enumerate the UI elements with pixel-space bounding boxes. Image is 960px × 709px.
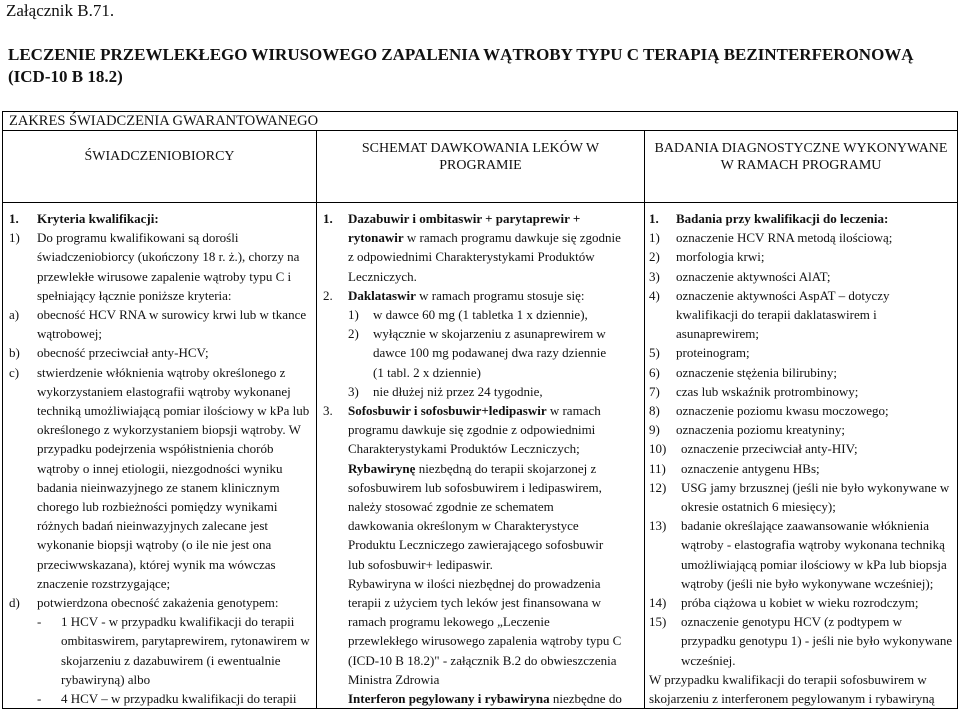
col3-line: [645, 363, 957, 382]
col3-item-text: umożliwiającą pomiar ilościowy w kPa lub biopsja: [681, 556, 947, 572]
col1-line: [3, 612, 316, 631]
col2-item-number: 1): [348, 307, 359, 323]
col2-item-number: 2.: [323, 287, 333, 303]
col3-line: [645, 228, 957, 247]
col2-line: [317, 267, 644, 286]
col3-item-text: skojarzeniu z interferonem pegylowanym i rybawiryną: [649, 691, 935, 707]
col2-item-text: Leczniczych.: [348, 268, 417, 284]
col3-line: [645, 420, 957, 439]
col1-item-text: wątroby o innej etiologii, niezgodności wyniku: [37, 460, 283, 476]
col2-line: [317, 593, 644, 612]
col1-item-text: wykorzystaniem elastografii wątroby wykonanej: [37, 383, 291, 399]
col1-body: [3, 203, 317, 709]
col3-item-number: 2): [649, 249, 660, 265]
col3-line: [645, 247, 957, 266]
col3-line: [645, 670, 957, 689]
col2-header: [317, 131, 645, 203]
col3-item-number: 12): [649, 479, 667, 495]
col2-item-text: dawkowania określonym w Charakterystyce: [348, 518, 579, 534]
col1-line: [3, 209, 316, 228]
col2-item-text: Ministra Zdrowia: [348, 671, 440, 687]
col2-item-text: Rybawirynę niezbędną do terapii skojarzonej z: [348, 460, 597, 476]
col3-line: [645, 497, 957, 516]
col3-item-number: 8): [649, 403, 660, 419]
col3-line: [645, 555, 957, 574]
col3-line: [645, 689, 957, 708]
col2-line: [317, 651, 644, 670]
col1-item-text: chorego lub rozbieżności pomiędzy wynikami: [37, 499, 278, 515]
col1-item-text: Do programu kwalifikowani są dorośli: [37, 230, 239, 246]
col1-item-text: ombitaswirem, parytaprewirem, rytonawirem w: [61, 633, 310, 649]
col3-line: [645, 439, 957, 458]
col3-item-text: wątroby (jeśli nie było wykonywane wcześniej);: [681, 575, 934, 591]
col3-item-number: 13): [649, 518, 667, 534]
col2-item-text: terapii z użyciem tych leków jest finansowana w: [348, 595, 602, 611]
col2-item-text: dawce 100 mg podawanej dwa razy dziennie: [373, 345, 607, 361]
col1-line: [3, 459, 316, 478]
col2-line: [317, 209, 644, 228]
col2-line: [317, 382, 644, 401]
col2-item-text: w dawce 60 mg (1 tabletka 1 x dziennie),: [373, 307, 588, 323]
col1-item-text: znaczenie rozstrzygające;: [37, 575, 171, 591]
col1-line: [3, 535, 316, 554]
col1-line: [3, 497, 316, 516]
col3-item-text: proteinogram;: [676, 345, 750, 361]
col2-line: [317, 497, 644, 516]
col1-line: [3, 478, 316, 497]
col3-item-number: 9): [649, 422, 660, 438]
col3-item-text: asunaprewirem;: [676, 326, 760, 342]
col1-item-text: obecność przeciwciał anty-HCV;: [37, 345, 209, 361]
col1-item-text: wątrobowej;: [37, 326, 102, 342]
diagnostics-list: [645, 203, 957, 708]
col2-item-text: programu dawkuje się zgodnie z odpowiednimi: [348, 422, 596, 438]
col3-body: [645, 203, 958, 709]
col3-line: [645, 382, 957, 401]
col3-header-line1: BADANIA DIAGNOSTYCZNE WYKONYWANE: [654, 141, 948, 156]
col1-item-number: 1.: [9, 211, 19, 226]
col3-item-number: 5): [649, 345, 660, 361]
col3-item-number: 11): [649, 460, 666, 476]
col1-line: [3, 593, 316, 612]
col2-item-text: sofosbuwirem lub sofosbuwirem i ledipaswirem,: [348, 479, 602, 495]
col2-line: [317, 286, 644, 305]
scope-header: ZAKRES ŚWIADCZENIA GWARANTOWANEGO: [3, 112, 958, 131]
col2-item-text: ramach programu lekowego „Leczenie: [348, 614, 550, 630]
col1-line: [3, 631, 316, 650]
col3-item-text: badanie określające zaawansowanie włóknienia: [681, 518, 929, 534]
col2-item-text: przewlekłego wirusowego zapalenia wątroby typu C: [348, 633, 622, 649]
program-table: [2, 111, 958, 709]
col2-item-text: z odpowiednimi Charakterystykami Produktów: [348, 249, 595, 265]
col2-line: [317, 574, 644, 593]
col3-line: [645, 209, 957, 228]
col3-item-text: wcześniej.: [681, 652, 736, 668]
col2-line: [317, 612, 644, 631]
col3-item-number: 1.: [649, 211, 659, 226]
col2-line: [317, 670, 644, 689]
col1-line: [3, 574, 316, 593]
col3-item-text: oznaczenie stężenia bilirubiny;: [676, 364, 837, 380]
col2-item-text: Rybawiryna w ilości niezbędnej do prowadzenia: [348, 575, 601, 591]
col1-item-number: 1): [9, 230, 20, 246]
col3-line: [645, 516, 957, 535]
col2-item-number: 3.: [323, 403, 333, 419]
col3-item-text: morfologia krwi;: [676, 249, 765, 265]
col2-item-number: 2): [348, 326, 359, 342]
col2-header-line2: PROGRAMIE: [439, 158, 522, 173]
col3-item-text: próba ciążowa u kobiet w wieku rozrodczym;: [681, 595, 919, 611]
col1-line: [3, 324, 316, 343]
col1-item-text: spełniający łącznie poniższe kryteria:: [37, 287, 232, 303]
col2-line: [317, 478, 644, 497]
col1-item-number: b): [9, 345, 20, 361]
col2-item-text: (1 tabl. 2 x dziennie): [373, 364, 481, 380]
col2-item-text: (ICD-10 B 18.2)" - załącznik B.2 do obwieszczenia: [348, 652, 617, 668]
col3-item-text: oznaczenie HCV RNA metodą ilościową;: [676, 230, 893, 246]
col3-item-number: 14): [649, 595, 667, 611]
patient-criteria-list: [3, 203, 316, 708]
col3-item-number: 1): [649, 230, 660, 246]
col1-item-text: 1 HCV - w przypadku kwalifikacji do terapii: [61, 614, 295, 630]
col1-line: [3, 420, 316, 439]
col1-item-number: c): [9, 364, 20, 380]
col1-line: [3, 247, 316, 266]
col2-item-number: 1.: [323, 211, 333, 226]
col3-item-text: kwalifikacji do terapii daklataswirem i: [676, 307, 877, 323]
col3-item-text: USG jamy brzusznej (jeśli nie było wykonywane w: [681, 479, 950, 495]
col2-item-text: Interferon pegylowany i rybawiryna niezbędne do: [348, 691, 622, 707]
col3-line: [645, 651, 957, 670]
col2-line: [317, 689, 644, 708]
col1-item-number: d): [9, 595, 20, 611]
col3-line: [645, 574, 957, 593]
col1-line: [3, 228, 316, 247]
col3-line: [645, 286, 957, 305]
col2-line: [317, 247, 644, 266]
col2-item-text: Produktu Leczniczego zawierającego sofosbuwir: [348, 537, 604, 553]
col1-line: [3, 363, 316, 382]
col1-item-text: rybawiryną) albo: [61, 671, 151, 687]
col2-line: [317, 324, 644, 343]
col1-header-text: ŚWIADCZENIOBIORCY: [84, 149, 235, 164]
col2-item-text: wyłącznie w skojarzeniu z asunaprewirem w: [373, 326, 606, 342]
annex-label: Załącznik B.71.: [6, 1, 115, 20]
col2-body: [317, 203, 645, 709]
col1-item-text: potwierdzona obecność zakażenia genotypem:: [37, 595, 279, 611]
col1-item-text: Kryteria kwalifikacji:: [37, 211, 159, 226]
col3-line: [645, 343, 957, 362]
col3-line: [645, 478, 957, 497]
col3-line: [645, 631, 957, 650]
col2-item-text: nie dłużej niż przez 24 tygodnie,: [373, 383, 543, 399]
col3-item-text: wątroby - elastografia wątroby wykonana techniką: [681, 537, 945, 553]
col1-line: [3, 651, 316, 670]
col1-item-number: -: [37, 691, 42, 707]
col1-line: [3, 689, 316, 708]
col2-line: [317, 516, 644, 535]
col1-item-text: świadczeniobiorcy (ukończony 18 r. ż.), chorzy na: [37, 249, 300, 265]
col3-line: [645, 535, 957, 554]
col2-line: [317, 555, 644, 574]
col2-line: [317, 535, 644, 554]
col3-item-text: oznaczenie genotypu HCV (z podtypem w: [681, 614, 903, 630]
col1-line: [3, 670, 316, 689]
col1-line: [3, 382, 316, 401]
col3-line: [645, 267, 957, 286]
col2-line: [317, 401, 644, 420]
col2-item-text: Charakterystykami Produktów Leczniczych;: [348, 441, 580, 457]
col3-item-text: oznaczenie przeciwciał anty-HIV;: [681, 441, 858, 457]
col1-item-number: -: [37, 614, 42, 630]
col3-header-line2: W RAMACH PROGRAMU: [720, 158, 882, 173]
col3-item-text: oznaczenie poziomu kwasu moczowego;: [676, 403, 889, 419]
document-title: [8, 44, 953, 88]
col1-item-text: skojarzeniu z dazabuwirem (i ewentualnie: [61, 652, 281, 668]
col2-item-text: lub sofosbuwir+ ledipaswir.: [348, 556, 493, 572]
col1-line: [3, 555, 316, 574]
col3-item-text: oznaczenie aktywności AlAT;: [676, 268, 831, 284]
col1-line: [3, 305, 316, 324]
col1-line: [3, 401, 316, 420]
col2-line: [317, 305, 644, 324]
col1-line: [3, 286, 316, 305]
col3-item-number: 6): [649, 364, 660, 380]
col3-item-text: oznaczenie antygenu HBs;: [681, 460, 820, 476]
title-line-2: (ICD-10 B 18.2): [8, 67, 123, 86]
col3-item-text: oznaczenie aktywności AspAT – dotyczy: [676, 287, 890, 303]
col1-line: [3, 267, 316, 286]
col3-line: [645, 459, 957, 478]
col3-item-text: czas lub wskaźnik protrombinowy;: [676, 383, 859, 399]
col1-item-text: 4 HCV – w przypadku kwalifikacji do terapii: [61, 691, 297, 707]
col1-item-text: techniką umożliwiającą pomiar ilościowy w kPa lub: [37, 403, 310, 419]
col2-header-line1: SCHEMAT DAWKOWANIA LEKÓW W: [361, 141, 600, 156]
col2-item-text: Daklataswir w ramach programu stosuje się:: [348, 287, 585, 303]
col2-line: [317, 439, 644, 458]
col2-line: [317, 228, 644, 247]
col3-item-number: 4): [649, 287, 660, 303]
col2-line: [317, 363, 644, 382]
col1-item-text: przewlekłe wirusowe zapalenie wątroby typu C i: [37, 268, 292, 284]
col1-line: [3, 516, 316, 535]
col3-item-text: przypadku genotypu 1) - jeśli nie było wykonywane: [681, 633, 953, 649]
col1-line: [3, 343, 316, 362]
col1-item-text: obecność HCV RNA w surowicy krwi lub w tkance: [37, 307, 307, 323]
col2-item-text: należy stosować zgodnie ze schematem: [348, 499, 554, 515]
col2-item-text: rytonawir w ramach programu dawkuje się zgodnie: [348, 230, 621, 246]
col3-line: [645, 305, 957, 324]
col3-line: [645, 593, 957, 612]
col1-item-text: wykonanie biopsji wątroby (o ile nie jest ona: [37, 537, 272, 553]
col1-item-text: określonego z wykorzystaniem biopsji wątroby. W: [37, 422, 301, 438]
col3-item-number: 10): [649, 441, 667, 457]
col3-item-number: 15): [649, 614, 667, 630]
col3-line: [645, 612, 957, 631]
col2-line: [317, 631, 644, 650]
col3-header: [645, 131, 958, 203]
col3-line: [645, 401, 957, 420]
col3-item-text: okresie ostatnich 6 miesięcy);: [681, 499, 836, 515]
col2-line: [317, 343, 644, 362]
col1-header: [3, 131, 317, 203]
col2-line: [317, 459, 644, 478]
dosing-schedule-list: [317, 203, 644, 708]
title-line-1: LECZENIE PRZEWLEKŁEGO WIRUSOWEGO ZAPALENIA WĄTROBY TYPU C TERAPIĄ BEZINTERFERONOWĄ: [8, 45, 914, 64]
col2-line: [317, 420, 644, 439]
col3-item-number: 3): [649, 268, 660, 284]
col1-item-text: stwierdzenie włóknienia wątroby określonego z: [37, 364, 286, 380]
col1-item-number: a): [9, 307, 20, 323]
col1-item-text: przeciwwskazana), której wynik ma wówczas: [37, 556, 276, 572]
col3-item-text: Badania przy kwalifikacji do leczenia:: [676, 211, 889, 226]
col3-item-number: 7): [649, 383, 660, 399]
col1-line: [3, 439, 316, 458]
col3-item-text: oznaczenia poziomu kreatyniny;: [676, 422, 845, 438]
col1-item-text: różnych badań nieinwazyjnych zalecane jest: [37, 518, 268, 534]
col3-line: [645, 324, 957, 343]
col2-item-text: Dazabuwir i ombitaswir + parytaprewir +: [348, 211, 581, 226]
col1-item-text: przypadku podejrzenia współistnienia chorób: [37, 441, 274, 457]
col1-item-text: badania nieinwazyjnego ze stanem klinicznym: [37, 479, 280, 495]
col3-item-text: W przypadku kwalifikacji do terapii sofosbuwirem w: [649, 671, 927, 687]
col2-item-number: 3): [348, 383, 359, 399]
col2-item-text: Sofosbuwir i sofosbuwir+ledipaswir w ramach: [348, 403, 601, 419]
